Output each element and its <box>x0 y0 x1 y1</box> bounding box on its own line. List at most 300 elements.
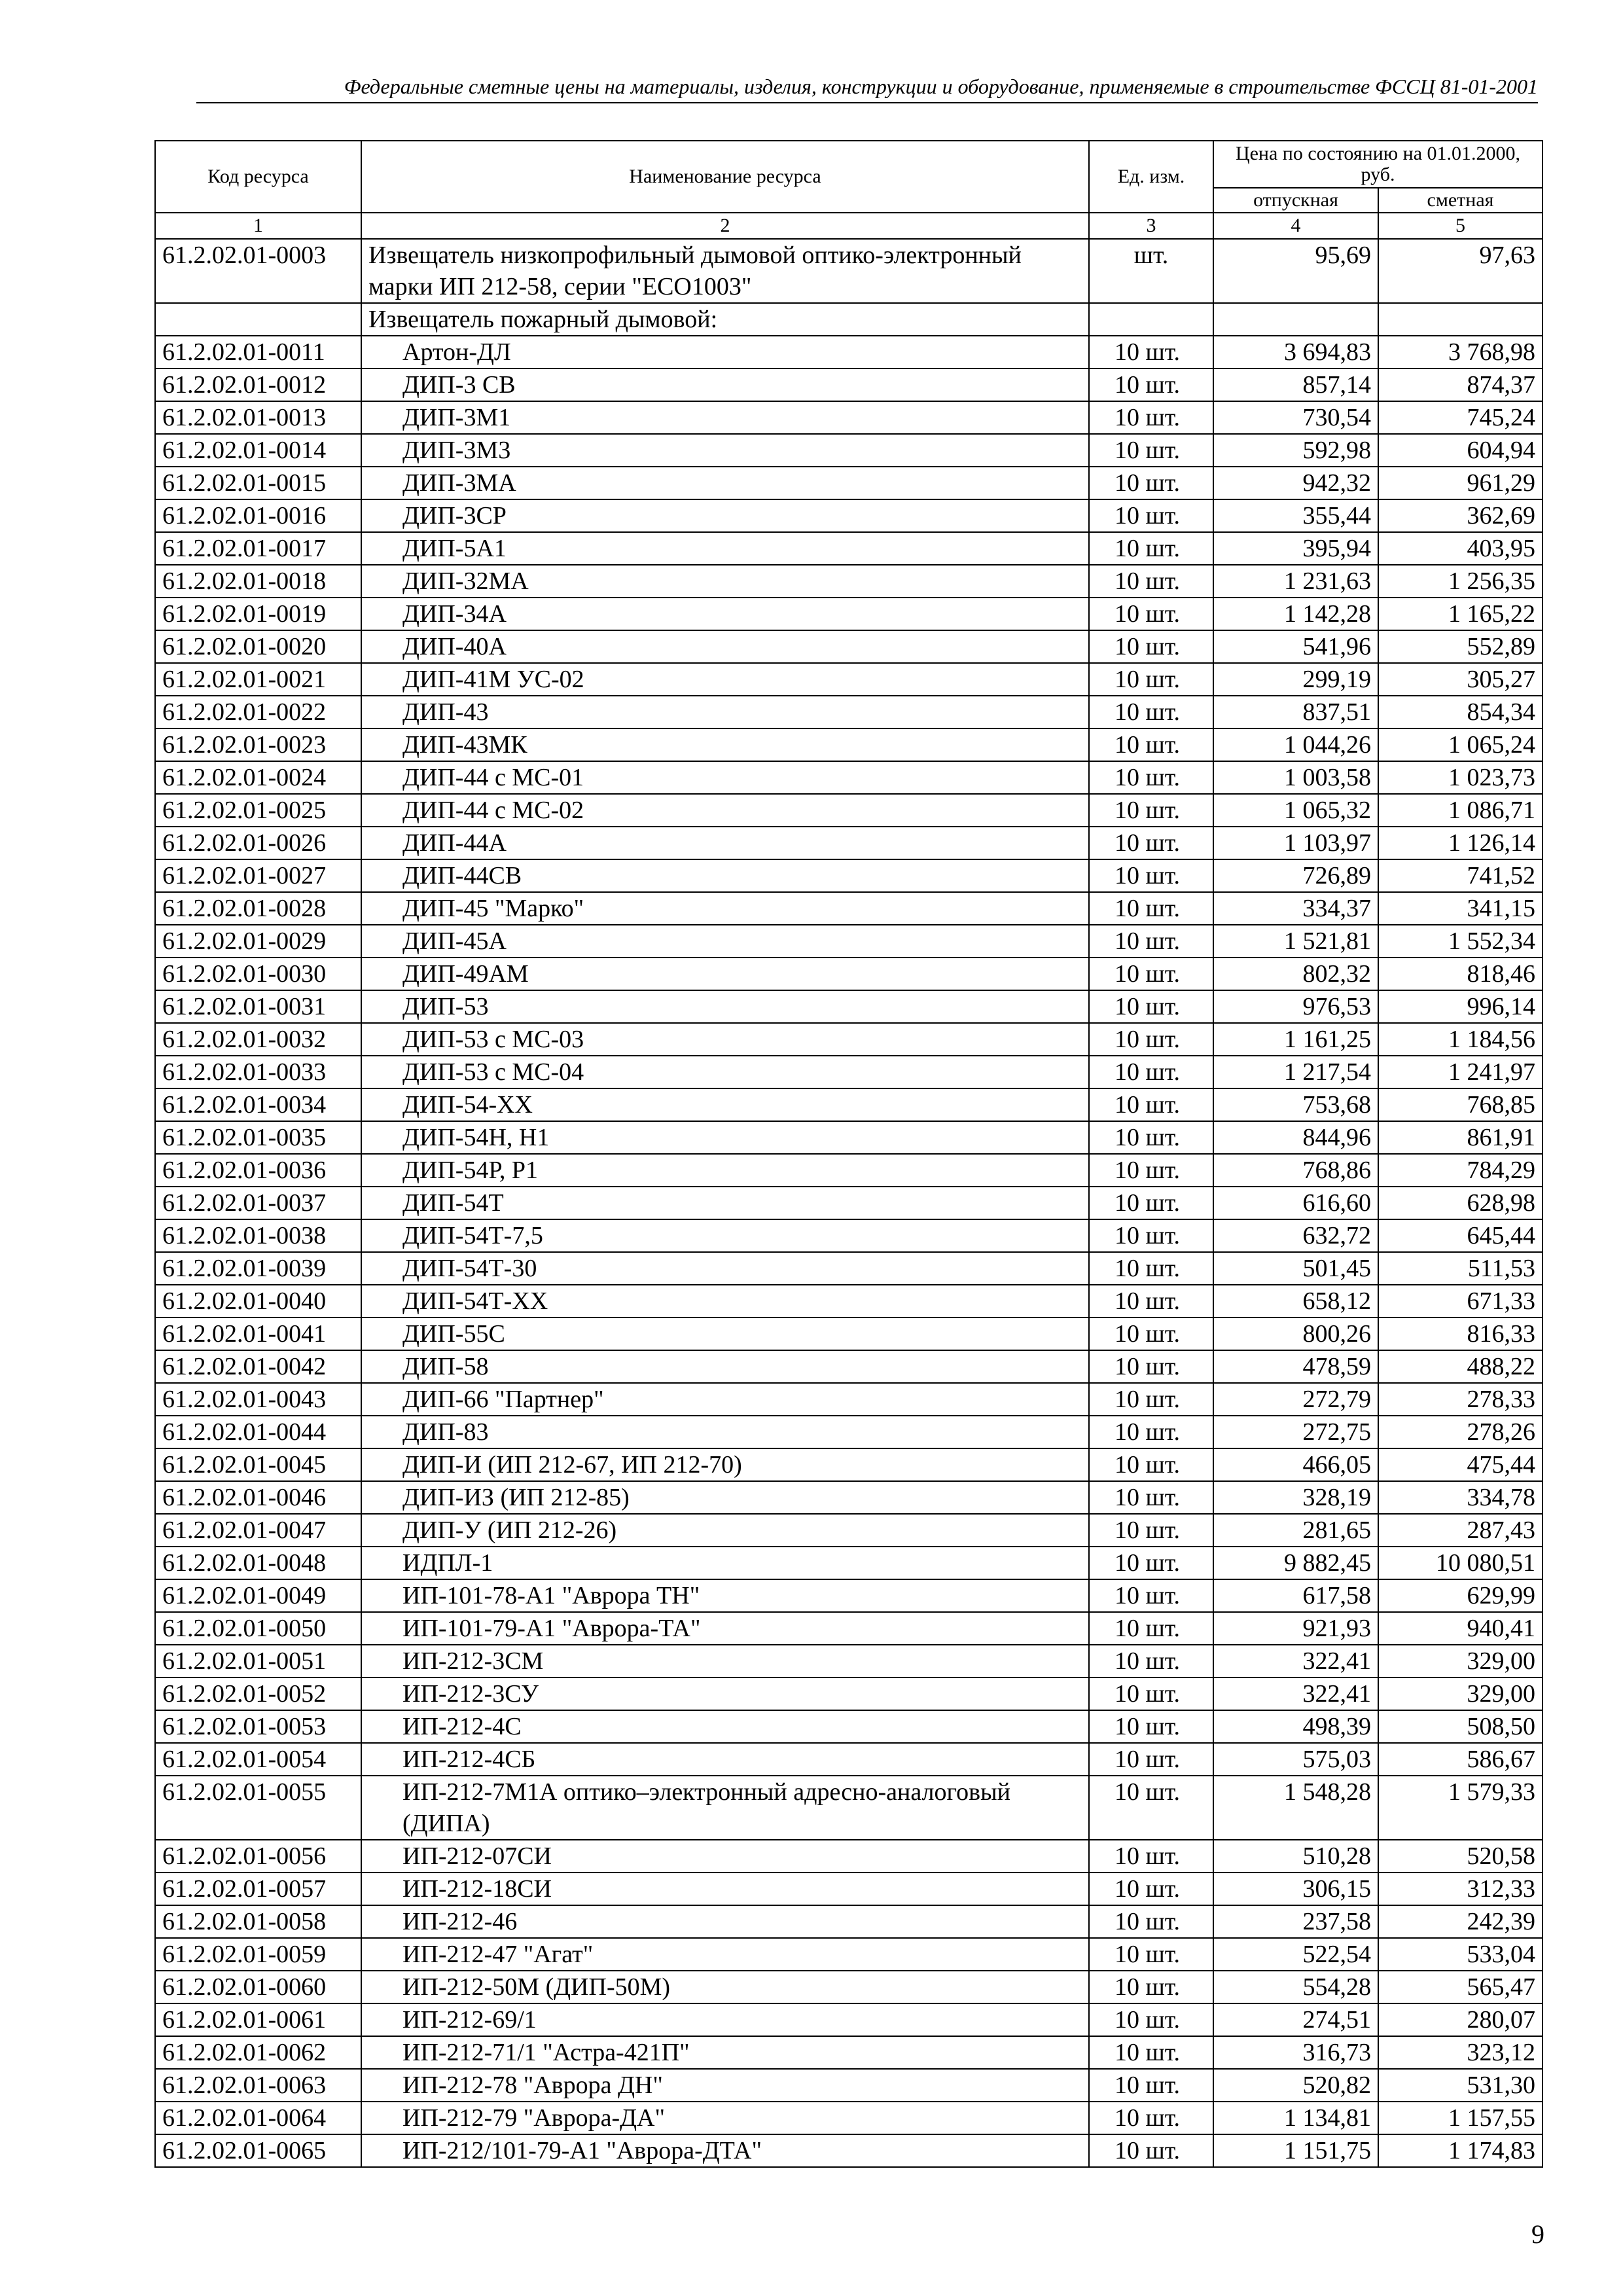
resource-name: ИП-101-79-А1 "Аврора-ТА" <box>361 1612 1089 1645</box>
release-price: 616,60 <box>1213 1187 1378 1219</box>
resource-name: ДИП-49АМ <box>361 958 1089 990</box>
resource-name: ИП-212-46 <box>361 1905 1089 1938</box>
estimate-price: 784,29 <box>1378 1154 1543 1187</box>
table-row <box>155 1547 1543 1579</box>
release-price: 1 231,63 <box>1213 565 1378 598</box>
table-row <box>155 630 1543 663</box>
resource-unit: 10 шт. <box>1089 1448 1213 1481</box>
estimate-price: 1 086,71 <box>1378 794 1543 827</box>
estimate-price: 816,33 <box>1378 1318 1543 1350</box>
resource-name: ДИП-53 <box>361 990 1089 1023</box>
resource-unit: 10 шт. <box>1089 1905 1213 1938</box>
resource-code: 61.2.02.01-0024 <box>155 761 361 794</box>
resource-unit: 10 шт. <box>1089 1514 1213 1547</box>
resource-unit: 10 шт. <box>1089 1840 1213 1873</box>
resource-code: 61.2.02.01-0011 <box>155 336 361 368</box>
resource-code: 61.2.02.01-0025 <box>155 794 361 827</box>
estimate-price: 671,33 <box>1378 1285 1543 1318</box>
resource-code: 61.2.02.01-0064 <box>155 2102 361 2134</box>
resource-code: 61.2.02.01-0021 <box>155 663 361 696</box>
estimate-price: 3 768,98 <box>1378 336 1543 368</box>
resource-unit: 10 шт. <box>1089 1088 1213 1121</box>
release-price: 478,59 <box>1213 1350 1378 1383</box>
table-row <box>155 1612 1543 1645</box>
resource-name: ИП-212-4СБ <box>361 1743 1089 1776</box>
resource-name: ДИП-3МА <box>361 467 1089 499</box>
table-row <box>155 1448 1543 1481</box>
resource-code: 61.2.02.01-0027 <box>155 859 361 892</box>
release-price: 802,32 <box>1213 958 1378 990</box>
resource-unit: 10 шт. <box>1089 1056 1213 1088</box>
resource-code: 61.2.02.01-0055 <box>155 1776 361 1840</box>
table-header <box>155 141 1543 239</box>
resource-unit: 10 шт. <box>1089 434 1213 467</box>
resource-unit: 10 шт. <box>1089 565 1213 598</box>
resource-code: 61.2.02.01-0058 <box>155 1905 361 1938</box>
estimate-price: 745,24 <box>1378 401 1543 434</box>
release-price: 466,05 <box>1213 1448 1378 1481</box>
resource-name: ДИП-3М3 <box>361 434 1089 467</box>
resource-code: 61.2.02.01-0012 <box>155 368 361 401</box>
resource-name: ДИП-54Т-ХХ <box>361 1285 1089 1318</box>
resource-name: ДИП-44 с МС-01 <box>361 761 1089 794</box>
estimate-price: 334,78 <box>1378 1481 1543 1514</box>
resource-unit: 10 шт. <box>1089 401 1213 434</box>
resource-name: ДИП-3СР <box>361 499 1089 532</box>
resource-name: ДИП-54Р, Р1 <box>361 1154 1089 1187</box>
resource-code: 61.2.02.01-0044 <box>155 1416 361 1448</box>
resource-unit: 10 шт. <box>1089 1938 1213 1971</box>
resource-unit: 10 шт. <box>1089 1743 1213 1776</box>
column-number: 2 <box>361 213 1089 239</box>
estimate-price: 1 065,24 <box>1378 728 1543 761</box>
resource-name: ИП-212-18СИ <box>361 1873 1089 1905</box>
resource-name: ДИП-58 <box>361 1350 1089 1383</box>
estimate-price: 874,37 <box>1378 368 1543 401</box>
resource-code: 61.2.02.01-0020 <box>155 630 361 663</box>
table-row <box>155 728 1543 761</box>
release-price: 522,54 <box>1213 1938 1378 1971</box>
table-row <box>155 663 1543 696</box>
resource-code: 61.2.02.01-0014 <box>155 434 361 467</box>
column-header-name: Наименование ресурса <box>361 141 1089 213</box>
resource-unit: 10 шт. <box>1089 368 1213 401</box>
resource-code: 61.2.02.01-0042 <box>155 1350 361 1383</box>
resource-unit: 10 шт. <box>1089 761 1213 794</box>
release-price: 592,98 <box>1213 434 1378 467</box>
resource-name: ДИП-45А <box>361 925 1089 958</box>
resource-unit: 10 шт. <box>1089 794 1213 827</box>
table-row <box>155 2102 1543 2134</box>
table-row <box>155 1416 1543 1448</box>
resource-name: ИП-212-71/1 "Астра-421П" <box>361 2036 1089 2069</box>
estimate-price: 818,46 <box>1378 958 1543 990</box>
table-row <box>155 827 1543 859</box>
resource-code: 61.2.02.01-0056 <box>155 1840 361 1873</box>
resource-name: ДИП-54Н, Н1 <box>361 1121 1089 1154</box>
resource-name: ИП-212-79 "Аврора-ДА" <box>361 2102 1089 2134</box>
resource-code: 61.2.02.01-0048 <box>155 1547 361 1579</box>
release-price: 281,65 <box>1213 1514 1378 1547</box>
table-row <box>155 1121 1543 1154</box>
table-row <box>155 1971 1543 2003</box>
release-price: 1 151,75 <box>1213 2134 1378 2167</box>
table-row <box>155 892 1543 925</box>
table-row <box>155 532 1543 565</box>
empty-cell <box>1378 303 1543 336</box>
group-heading-row <box>155 303 1543 336</box>
resource-name: ДИП-34А <box>361 598 1089 630</box>
table-row <box>155 2134 1543 2167</box>
resource-name: ДИП-53 с МС-03 <box>361 1023 1089 1056</box>
resource-unit: 10 шт. <box>1089 1710 1213 1743</box>
release-price: 498,39 <box>1213 1710 1378 1743</box>
table-row <box>155 1154 1543 1187</box>
estimate-price: 1 165,22 <box>1378 598 1543 630</box>
resource-unit: 10 шт. <box>1089 630 1213 663</box>
resource-code: 61.2.02.01-0051 <box>155 1645 361 1677</box>
estimate-price: 628,98 <box>1378 1187 1543 1219</box>
table-row <box>155 598 1543 630</box>
resource-unit: 10 шт. <box>1089 2102 1213 2134</box>
resource-name: ДИП-ИЗ (ИП 212-85) <box>361 1481 1089 1514</box>
release-price: 306,15 <box>1213 1873 1378 1905</box>
resource-code: 61.2.02.01-0013 <box>155 401 361 434</box>
release-price: 1 003,58 <box>1213 761 1378 794</box>
release-price: 617,58 <box>1213 1579 1378 1612</box>
estimate-price: 508,50 <box>1378 1710 1543 1743</box>
release-price: 800,26 <box>1213 1318 1378 1350</box>
table-row <box>155 1318 1543 1350</box>
column-number: 4 <box>1213 213 1378 239</box>
resource-name: Извещатель низкопрофильный дымовой оптико-электронный марки ИП 212-58, серии "ECO1003" <box>361 239 1089 303</box>
estimate-price: 1 552,34 <box>1378 925 1543 958</box>
resource-unit: 10 шт. <box>1089 1677 1213 1710</box>
estimate-price: 1 579,33 <box>1378 1776 1543 1840</box>
resource-unit: 10 шт. <box>1089 728 1213 761</box>
resource-unit: 10 шт. <box>1089 827 1213 859</box>
estimate-price: 940,41 <box>1378 1612 1543 1645</box>
release-price: 510,28 <box>1213 1840 1378 1873</box>
resource-name: ИП-212/101-79-А1 "Аврора-ДТА" <box>361 2134 1089 2167</box>
resource-unit: 10 шт. <box>1089 1350 1213 1383</box>
resource-unit: 10 шт. <box>1089 859 1213 892</box>
table-row <box>155 1187 1543 1219</box>
resource-unit: 10 шт. <box>1089 1219 1213 1252</box>
resource-code: 61.2.02.01-0057 <box>155 1873 361 1905</box>
resource-unit: 10 шт. <box>1089 1612 1213 1645</box>
column-header-unit: Ед. изм. <box>1089 141 1213 213</box>
table-row <box>155 368 1543 401</box>
resource-code: 61.2.02.01-0065 <box>155 2134 361 2167</box>
group-heading: Извещатель пожарный дымовой: <box>361 303 1089 336</box>
release-price: 95,69 <box>1213 239 1378 303</box>
table-row <box>155 1350 1543 1383</box>
table-row <box>155 1383 1543 1416</box>
table-row <box>155 1905 1543 1938</box>
release-price: 857,14 <box>1213 368 1378 401</box>
resource-name: ИП-212-47 "Агат" <box>361 1938 1089 1971</box>
resource-code: 61.2.02.01-0050 <box>155 1612 361 1645</box>
release-price: 921,93 <box>1213 1612 1378 1645</box>
release-price: 753,68 <box>1213 1088 1378 1121</box>
estimate-price: 645,44 <box>1378 1219 1543 1252</box>
column-header-price-group: Цена по состоянию на 01.01.2000, руб. <box>1213 141 1543 188</box>
resource-name: ДИП-55С <box>361 1318 1089 1350</box>
price-table <box>154 140 1543 2168</box>
estimate-price: 323,12 <box>1378 2036 1543 2069</box>
release-price: 1 521,81 <box>1213 925 1378 958</box>
estimate-price: 1 256,35 <box>1378 565 1543 598</box>
estimate-price: 511,53 <box>1378 1252 1543 1285</box>
resource-code: 61.2.02.01-0026 <box>155 827 361 859</box>
resource-name: ДИП-40А <box>361 630 1089 663</box>
resource-unit: 10 шт. <box>1089 1121 1213 1154</box>
resource-name: ДИП-5А1 <box>361 532 1089 565</box>
page-header-title: Федеральные сметные цены на материалы, изделия, конструкции и оборудование, применяемые в строительстве ФССЦ 81-01-2001 <box>344 75 1538 98</box>
estimate-price: 586,67 <box>1378 1743 1543 1776</box>
estimate-price: 312,33 <box>1378 1873 1543 1905</box>
resource-code: 61.2.02.01-0053 <box>155 1710 361 1743</box>
resource-code: 61.2.02.01-0036 <box>155 1154 361 1187</box>
table-row <box>155 434 1543 467</box>
estimate-price: 1 174,83 <box>1378 2134 1543 2167</box>
estimate-price: 520,58 <box>1378 1840 1543 1873</box>
release-price: 501,45 <box>1213 1252 1378 1285</box>
resource-unit: 10 шт. <box>1089 990 1213 1023</box>
release-price: 3 694,83 <box>1213 336 1378 368</box>
resource-unit: 10 шт. <box>1089 336 1213 368</box>
release-price: 1 142,28 <box>1213 598 1378 630</box>
resource-unit: 10 шт. <box>1089 532 1213 565</box>
resource-name: ДИП-44 с МС-02 <box>361 794 1089 827</box>
resource-unit: 10 шт. <box>1089 1776 1213 1840</box>
release-price: 1 134,81 <box>1213 2102 1378 2134</box>
table-row <box>155 696 1543 728</box>
estimate-price: 1 157,55 <box>1378 2102 1543 2134</box>
resource-name: ИП-212-3СУ <box>361 1677 1089 1710</box>
resource-name: ИП-212-07СИ <box>361 1840 1089 1873</box>
release-price: 316,73 <box>1213 2036 1378 2069</box>
empty-cell <box>1213 303 1378 336</box>
resource-name: ДИП-3М1 <box>361 401 1089 434</box>
resource-unit: 10 шт. <box>1089 696 1213 728</box>
estimate-price: 475,44 <box>1378 1448 1543 1481</box>
table-row <box>155 925 1543 958</box>
column-header-code: Код ресурса <box>155 141 361 213</box>
column-number: 5 <box>1378 213 1543 239</box>
resource-unit: 10 шт. <box>1089 958 1213 990</box>
estimate-price: 305,27 <box>1378 663 1543 696</box>
release-price: 768,86 <box>1213 1154 1378 1187</box>
release-price: 541,96 <box>1213 630 1378 663</box>
resource-code: 61.2.02.01-0022 <box>155 696 361 728</box>
release-price: 272,79 <box>1213 1383 1378 1416</box>
resource-code: 61.2.02.01-0028 <box>155 892 361 925</box>
table-row <box>155 1645 1543 1677</box>
release-price: 395,94 <box>1213 532 1378 565</box>
resource-unit: 10 шт. <box>1089 1023 1213 1056</box>
resource-code: 61.2.02.01-0019 <box>155 598 361 630</box>
estimate-price: 861,91 <box>1378 1121 1543 1154</box>
release-price: 976,53 <box>1213 990 1378 1023</box>
resource-name: ДИП-44СВ <box>361 859 1089 892</box>
table-row <box>155 2003 1543 2036</box>
release-price: 1 548,28 <box>1213 1776 1378 1840</box>
resource-unit: 10 шт. <box>1089 467 1213 499</box>
table-row <box>155 499 1543 532</box>
resource-name: ДИП-54Т <box>361 1187 1089 1219</box>
estimate-price: 604,94 <box>1378 434 1543 467</box>
estimate-price: 531,30 <box>1378 2069 1543 2102</box>
resource-unit: 10 шт. <box>1089 1383 1213 1416</box>
resource-unit: 10 шт. <box>1089 1579 1213 1612</box>
release-price: 322,41 <box>1213 1677 1378 1710</box>
estimate-price: 533,04 <box>1378 1938 1543 1971</box>
resource-code: 61.2.02.01-0054 <box>155 1743 361 1776</box>
resource-unit: 10 шт. <box>1089 1645 1213 1677</box>
release-price: 299,19 <box>1213 663 1378 696</box>
table-row <box>155 1056 1543 1088</box>
resource-code: 61.2.02.01-0040 <box>155 1285 361 1318</box>
resource-unit: 10 шт. <box>1089 925 1213 958</box>
resource-code: 61.2.02.01-0049 <box>155 1579 361 1612</box>
estimate-price: 362,69 <box>1378 499 1543 532</box>
resource-code: 61.2.02.01-0033 <box>155 1056 361 1088</box>
resource-code: 61.2.02.01-0045 <box>155 1448 361 1481</box>
release-price: 1 065,32 <box>1213 794 1378 827</box>
estimate-price: 10 080,51 <box>1378 1547 1543 1579</box>
resource-unit: 10 шт. <box>1089 1873 1213 1905</box>
release-price: 322,41 <box>1213 1645 1378 1677</box>
estimate-price: 403,95 <box>1378 532 1543 565</box>
column-number: 1 <box>155 213 361 239</box>
release-price: 1 044,26 <box>1213 728 1378 761</box>
resource-code: 61.2.02.01-0041 <box>155 1318 361 1350</box>
resource-code: 61.2.02.01-0047 <box>155 1514 361 1547</box>
resource-name: ДИП-43 <box>361 696 1089 728</box>
table-row <box>155 336 1543 368</box>
resource-unit: 10 шт. <box>1089 2003 1213 2036</box>
resource-unit: 10 шт. <box>1089 1547 1213 1579</box>
release-price: 334,37 <box>1213 892 1378 925</box>
resource-code: 61.2.02.01-0018 <box>155 565 361 598</box>
resource-code: 61.2.02.01-0017 <box>155 532 361 565</box>
release-price: 575,03 <box>1213 1743 1378 1776</box>
resource-name: ДИП-66 "Партнер" <box>361 1383 1089 1416</box>
estimate-price: 341,15 <box>1378 892 1543 925</box>
resource-code: 61.2.02.01-0016 <box>155 499 361 532</box>
release-price: 1 217,54 <box>1213 1056 1378 1088</box>
release-price: 1 161,25 <box>1213 1023 1378 1056</box>
release-price: 726,89 <box>1213 859 1378 892</box>
table-row <box>155 2069 1543 2102</box>
table-row <box>155 990 1543 1023</box>
release-price: 632,72 <box>1213 1219 1378 1252</box>
page-number: 9 <box>1531 2219 1544 2249</box>
release-price: 272,75 <box>1213 1416 1378 1448</box>
estimate-price: 552,89 <box>1378 630 1543 663</box>
estimate-price: 329,00 <box>1378 1645 1543 1677</box>
resource-code: 61.2.02.01-0046 <box>155 1481 361 1514</box>
release-price: 237,58 <box>1213 1905 1378 1938</box>
resource-code: 61.2.02.01-0038 <box>155 1219 361 1252</box>
resource-name: ИП-212-50М (ДИП-50М) <box>361 1971 1089 2003</box>
resource-unit: 10 шт. <box>1089 2069 1213 2102</box>
resource-code: 61.2.02.01-0060 <box>155 1971 361 2003</box>
resource-name: ДИП-43МК <box>361 728 1089 761</box>
resource-code: 61.2.02.01-0052 <box>155 1677 361 1710</box>
resource-name: ИДПЛ-1 <box>361 1547 1089 1579</box>
table-row <box>155 794 1543 827</box>
table-row <box>155 859 1543 892</box>
resource-name: ДИП-И (ИП 212-67, ИП 212-70) <box>361 1448 1089 1481</box>
estimate-price: 278,26 <box>1378 1416 1543 1448</box>
resource-name: ИП-101-78-А1 "Аврора ТН" <box>361 1579 1089 1612</box>
resource-code: 61.2.02.01-0015 <box>155 467 361 499</box>
estimate-price: 996,14 <box>1378 990 1543 1023</box>
resource-name: ИП-212-69/1 <box>361 2003 1089 2036</box>
table-row <box>155 467 1543 499</box>
release-price: 355,44 <box>1213 499 1378 532</box>
resource-unit: 10 шт. <box>1089 1154 1213 1187</box>
resource-unit: 10 шт. <box>1089 1481 1213 1514</box>
estimate-price: 1 184,56 <box>1378 1023 1543 1056</box>
resource-code: 61.2.02.01-0037 <box>155 1187 361 1219</box>
resource-unit: 10 шт. <box>1089 1187 1213 1219</box>
release-price: 658,12 <box>1213 1285 1378 1318</box>
table-row <box>155 1677 1543 1710</box>
table-row <box>155 1710 1543 1743</box>
estimate-price: 1 023,73 <box>1378 761 1543 794</box>
estimate-price: 488,22 <box>1378 1350 1543 1383</box>
empty-cell <box>155 303 361 336</box>
table-row <box>155 1776 1543 1840</box>
resource-name: ДИП-41М УС-02 <box>361 663 1089 696</box>
resource-code: 61.2.02.01-0003 <box>155 239 361 303</box>
estimate-price: 741,52 <box>1378 859 1543 892</box>
table-row <box>155 1023 1543 1056</box>
table-row <box>155 1873 1543 1905</box>
table-row <box>155 761 1543 794</box>
table-row <box>155 1579 1543 1612</box>
estimate-price: 1 241,97 <box>1378 1056 1543 1088</box>
estimate-price: 280,07 <box>1378 2003 1543 2036</box>
resource-code: 61.2.02.01-0061 <box>155 2003 361 2036</box>
resource-name: ДИП-44А <box>361 827 1089 859</box>
resource-name: ИП-212-78 "Аврора ДН" <box>361 2069 1089 2102</box>
resource-name: ИП-212-4С <box>361 1710 1089 1743</box>
resource-unit: 10 шт. <box>1089 1318 1213 1350</box>
release-price: 328,19 <box>1213 1481 1378 1514</box>
resource-name: ДИП-54Т-30 <box>361 1252 1089 1285</box>
column-header-release-price: отпускная <box>1213 188 1378 213</box>
table-row <box>155 2036 1543 2069</box>
resource-unit: 10 шт. <box>1089 1252 1213 1285</box>
resource-code: 61.2.02.01-0035 <box>155 1121 361 1154</box>
table-row <box>155 1088 1543 1121</box>
resource-unit: шт. <box>1089 239 1213 303</box>
release-price: 942,32 <box>1213 467 1378 499</box>
resource-name: ДИП-3 СВ <box>361 368 1089 401</box>
resource-name: ДИП-54Т-7,5 <box>361 1219 1089 1252</box>
estimate-price: 242,39 <box>1378 1905 1543 1938</box>
empty-cell <box>1089 303 1213 336</box>
resource-code: 61.2.02.01-0059 <box>155 1938 361 1971</box>
table-body <box>155 239 1543 2167</box>
release-price: 730,54 <box>1213 401 1378 434</box>
resource-unit: 10 шт. <box>1089 2134 1213 2167</box>
